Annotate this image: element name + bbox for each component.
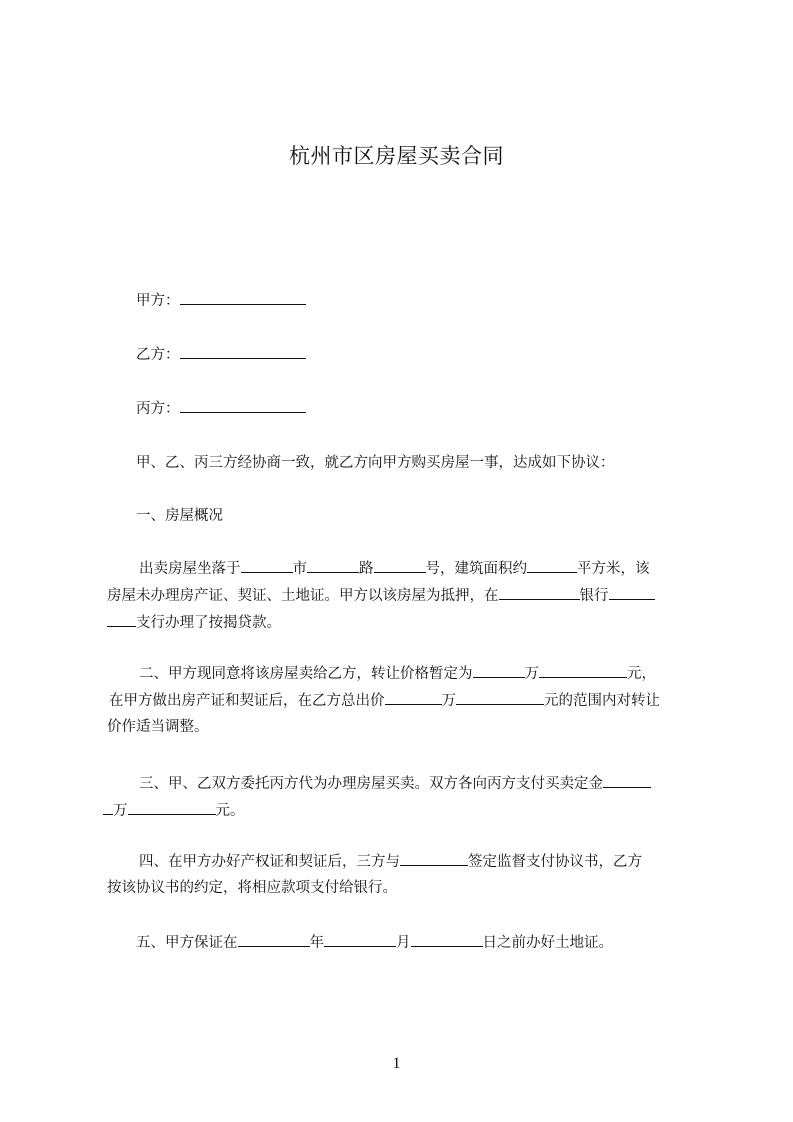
section-1-text: 路 xyxy=(359,561,374,577)
blank-deposit-a xyxy=(603,773,651,788)
blank-branch-a xyxy=(609,585,655,600)
section-2-text: 在甲方做出房产证和契证后，在乙方总出价 xyxy=(109,693,385,709)
section-1-text: 房屋未办理房产证、契证、土地证。甲方以该房屋为抵押，在 xyxy=(107,588,499,604)
contract-title: 杭州市区房屋买卖合同 xyxy=(289,144,504,168)
section-3-text: 元。 xyxy=(215,803,245,819)
section-2-text: 元， xyxy=(627,666,656,682)
blank-bank xyxy=(499,585,580,600)
blank-month xyxy=(324,932,396,947)
section-2-text: 万 xyxy=(524,666,539,682)
section-3-line-2 xyxy=(103,800,245,821)
blank-branch-b xyxy=(107,612,136,627)
blank-deposit-yuan xyxy=(128,800,216,815)
blank-day xyxy=(411,932,483,947)
section-5-line xyxy=(136,932,613,953)
blank-total-wan xyxy=(385,690,442,705)
party-b-label: 乙方： xyxy=(136,347,180,363)
section-1-text: 平方米，该 xyxy=(577,561,650,577)
section-5-text: 年 xyxy=(309,935,324,951)
section-2-line-3: 价作适当调整。 xyxy=(107,719,209,735)
section-4-text: 四、在甲方办好产权证和契证后，三方与 xyxy=(139,854,400,870)
section-4-line-1 xyxy=(139,851,642,872)
party-a-blank xyxy=(180,290,306,305)
blank-road xyxy=(307,558,359,573)
page-number: 1 xyxy=(392,1055,401,1072)
section-1-text: 银行 xyxy=(579,588,609,604)
section-2-line-1 xyxy=(139,663,656,684)
section-2-text: 万 xyxy=(441,693,456,709)
intro-paragraph: 甲、乙、丙三方经协商一致，就乙方向甲方购买房屋一事，达成如下协议： xyxy=(136,455,615,471)
blank-year xyxy=(238,932,310,947)
blank-total-yuan xyxy=(456,690,544,705)
section-5-text: 月 xyxy=(396,935,411,951)
blank-city xyxy=(241,558,293,573)
section-2-line-2 xyxy=(109,690,660,711)
section-1-text: 市 xyxy=(292,561,307,577)
section-4-line-2: 按该协议书的约定，将相应款项支付给银行。 xyxy=(107,880,397,896)
section-2-text: 元的范围内对转让 xyxy=(544,693,660,709)
blank-price-wan xyxy=(473,663,525,678)
party-c-line xyxy=(136,398,306,419)
section-1-line-3 xyxy=(107,612,281,633)
blank-price-yuan xyxy=(539,663,627,678)
section-3-text: 三、甲、乙双方委托丙方代为办理房屋买卖。双方各向丙方支付买卖定金 xyxy=(139,776,603,792)
blank-area xyxy=(527,558,577,573)
section-1-line-1 xyxy=(139,558,650,579)
party-c-blank xyxy=(180,398,306,413)
section-1-text: 号，建筑面积约 xyxy=(425,561,527,577)
party-c-label: 丙方： xyxy=(136,401,180,417)
section-3-text: 万 xyxy=(113,803,128,819)
party-a-line xyxy=(136,290,306,311)
blank-deposit-b xyxy=(103,800,113,815)
section-5-text: 日之前办好土地证。 xyxy=(482,935,613,951)
blank-agreement-party xyxy=(400,851,468,866)
section-5-text: 五、甲方保证在 xyxy=(136,935,238,951)
blank-number xyxy=(374,558,426,573)
section-3-line-1 xyxy=(139,773,651,794)
section-1-line-2 xyxy=(107,585,655,606)
party-b-line xyxy=(136,344,306,365)
section-1-heading: 一、房屋概况 xyxy=(136,508,223,524)
section-4-text: 签定监督支付协议书，乙方 xyxy=(468,854,642,870)
section-2-text: 二、甲方现同意将该房屋卖给乙方，转让价格暂定为 xyxy=(139,666,473,682)
party-a-label: 甲方： xyxy=(136,293,180,309)
party-b-blank xyxy=(180,344,306,359)
section-1-text: 支行办理了按揭贷款。 xyxy=(136,615,281,631)
section-1-text: 出卖房屋坐落于 xyxy=(139,561,241,577)
